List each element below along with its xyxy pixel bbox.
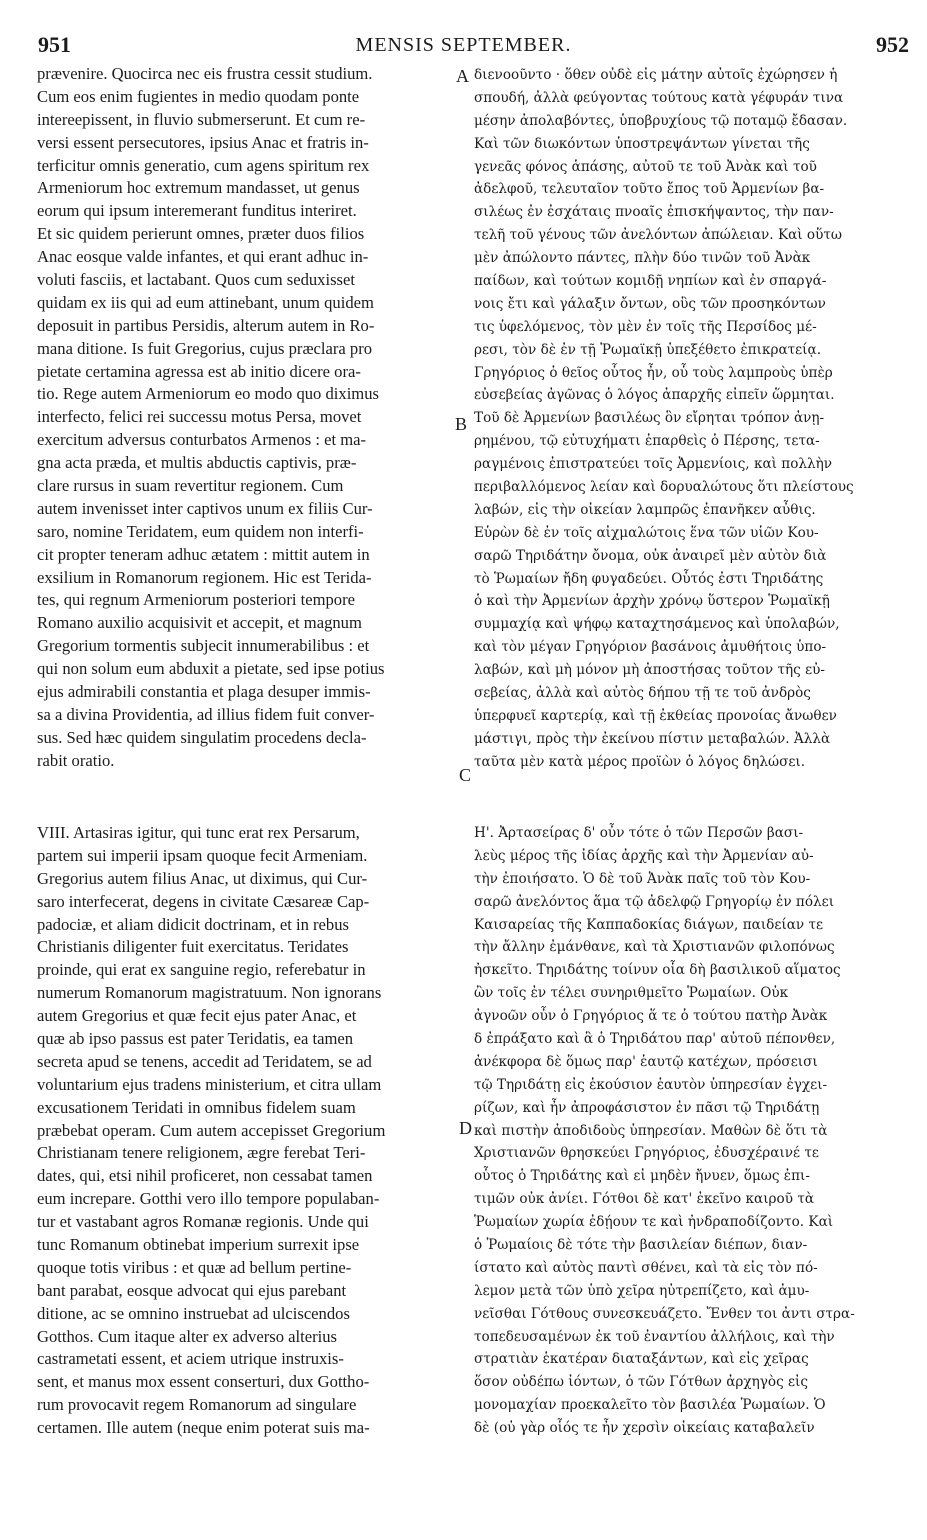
greek-text-line: τὴν ἄλλην ἐμάνθανε, καὶ τὰ Χριστιανῶν φιλοπόνως (474, 939, 835, 956)
latin-text-line: versi essent persecutores, ipsius Anac et fratris in- (37, 132, 369, 152)
greek-text-line: τὸ Ῥωμαίων ἤδη φυγαδεύει. Οὗτός ἐστι Τηριδάτης (474, 570, 824, 587)
greek-text-line: ὢν τοῖς ἐν τέλει συνηριθμεῖτο Ῥωμαίων. Οὐκ (474, 985, 789, 1002)
greek-text-line: λεὺς μέρος τῆς ἰδίας ἀρχῆς καὶ τὴν Ἀρμενίαν αὐ- (474, 847, 814, 864)
greek-text-line: εὐσεβείας ἀγῶνας ὁ λόγος ἀπαρχῆς εἰπεῖν ὥρμηται. (474, 387, 835, 404)
greek-text-line: σαρῶ ἀνελόντος ἅμα τῷ ἀδελφῷ Γρηγορίῳ ἐν πόλει (474, 893, 835, 910)
latin-text-line: Et sic quidem perierunt omnes, præter duos filios (37, 224, 365, 244)
latin-text-line: voluti fasciis, et lactabant. Quos cum seduxisset (37, 270, 355, 290)
greek-text-line: λαβών, εἰς τὴν οἰκείαν λαμπρῶς ἐπανῆκεν αὖθις. (474, 501, 816, 518)
latin-text-line: qui non solum eum abduxit a pietate, sed ipse potius (37, 659, 385, 679)
greek-text-line: σπουδή, ἀλλὰ φεύγοντας τούτους κατὰ γέφυράν τινα (474, 89, 844, 106)
page-number-right: 952 (876, 32, 909, 57)
latin-text-line: partem sui imperii ipsam quoque fecit Armeniam. (37, 845, 368, 865)
greek-text-line: Γρηγόριος ὁ θεῖος οὗτος ἦν, οὗ τοὺς λαμπροὺς ὑπὲρ (474, 364, 833, 381)
latin-text-line: Christianis diligenter fuit exercitatus. Teridates (37, 937, 349, 957)
greek-text-line: τελῆ τοῦ γένους τῶν ἀνελόντων ἀπώλειαν. Καὶ οὕτω (474, 227, 842, 244)
latin-text-line: eorum qui ipsum interemerant funditus interiret. (37, 201, 357, 221)
latin-text-line: tunc Romanum obtinebat imperium surrexit ipse (37, 1235, 360, 1255)
latin-text-line: ditione, ac se omnino instruebat ad ulciscendos (37, 1303, 350, 1323)
greek-text-line: ρεσι, τὸν δὲ ἐν τῇ Ῥωμαϊκῇ ὑπεξέθετο ἐπικρατείᾳ. (474, 341, 822, 358)
latin-text-line: rum provocavit regem Romanorum ad singulare (37, 1395, 357, 1415)
latin-text-line: Cum eos enim fugientes in medio quodam ponte (37, 86, 360, 106)
margin-marker-d: D (459, 1118, 472, 1138)
greek-text-line: ίστατο καὶ αὐτὸς παντὶ σθένει, καὶ τὰ εἰς τὸν πό- (474, 1259, 818, 1276)
latin-column-section-1 (37, 63, 457, 773)
latin-text-line: terficitur omnis generatio, cum agens spiritum rex (37, 155, 370, 175)
greek-text-line: ὁ καὶ τὴν Ἀρμενίων ἀρχὴν χρόνῳ ὕστερον Ῥωμαϊκῇ (474, 593, 830, 610)
latin-text-line: Gregorium tormentis subjecit innumerabilibus : et (37, 636, 370, 656)
greek-text-line: Τοῦ δὲ Ἀρμενίων βασιλέως ὃν εἴρηται τρόπον ἀνῃ- (474, 410, 825, 427)
latin-text-line: Anac eosque valde infantes, et qui erant adhuc in- (37, 247, 369, 267)
latin-text-line: voluntarium ejus tradens ministerium, et citra ullam (37, 1074, 382, 1094)
greek-text-line: σιλέως ἐν ἐσχάταις πνοαῖς ἐπισκήψαντος, τὴν παν- (474, 204, 834, 221)
greek-text-line: μάστιγι, πρὸς τὴν ἐκείνου πίστιν μεταβαλών. Ἀλλὰ (474, 730, 831, 747)
greek-text-line: μονομαχίαν προεκαλεῖτο τὸν βασιλέα Ῥωμαίων. Ὁ (474, 1397, 826, 1414)
greek-text-line: τοπεδευσαμένων ἐκ τοῦ ἐναντίου ἀλλήλοις, καὶ τὴν (474, 1328, 835, 1345)
greek-text-line: τῷ Τηριδάτῃ εἰς ἑκούσιον ἑαυτὸν ὑπηρεσίαν ἐγχει- (474, 1076, 828, 1093)
greek-text-line: ὁ Ῥωμαίοις δὲ τότε τὴν βασιλείαν διέπων, διαν- (474, 1237, 808, 1254)
greek-column-section-2 (474, 822, 920, 1440)
greek-text-line: Ῥωμαίων χωρία ἐδῄουν τε καὶ ἠνδραποδίζοντο. Καὶ (474, 1214, 834, 1231)
latin-text-line: interfecto, felici rei successu motus Persa, movet (37, 407, 362, 427)
latin-text-line: saro, nomine Teridatem, eum quidem non interfi- (37, 521, 364, 541)
greek-text-line: νοις ἔτι καὶ γάλαξιν ὄντων, οὓς τῶν προσηκόντων (474, 295, 826, 312)
greek-text-line: Εὑρὼν δὲ ἐν τοῖς αἰχμαλώτοις ἕνα τῶν υἱῶν Κου- (474, 524, 819, 541)
page-number-left: 951 (38, 32, 71, 57)
latin-text-line: excusationem Teridati in omnibus fidelem suam (37, 1097, 356, 1117)
greek-text-line: Καὶ τῶν διωκόντων ὑποστρεψάντων γίνεται τῆς (474, 135, 810, 152)
greek-text-line: νεῖσθαι Γότθους συνεσκευάζετο. Ἔνθεν τοι ἀντι στρα- (474, 1305, 855, 1322)
latin-text-line: quidam ex iis qui ad eum attinebant, unum quidem (37, 292, 374, 312)
latin-text-line: padociæ, et aliam didicit doctrinam, et in rebus (37, 914, 349, 934)
greek-text-line: σεβείας, ἀλλὰ καὶ αὐτὸς δήπου τῇ τε τοῦ ἀνδρὸς (474, 685, 811, 702)
greek-text-line: καὶ τὸν μέγαν Γρηγόριον βασάνοις ἀμυθήτοις ὑπο- (474, 639, 827, 656)
greek-text-line: ἀνέκφορα δὲ ὅμως παρ' ἑαυτῷ κατέχων, πρόσεισι (474, 1053, 818, 1070)
latin-text-line: deposuit in partibus Persidis, alterum autem in Ro- (37, 315, 375, 335)
greek-text-line: περιβαλλόμενος λείαν καὶ δορυαλώτους ὅτι πλείστους (474, 479, 854, 496)
latin-text-line: Gregorius autem filius Anac, ut diximus, qui Cur- (37, 868, 368, 888)
latin-text-line: quoque totis viribus : et quæ ad bellum pertine- (37, 1257, 352, 1277)
latin-text-line: sus. Sed hæc quidem singulatim procedens decla- (37, 727, 367, 747)
latin-text-line: gna acta præda, et multis abductis captivis, præ- (37, 453, 357, 473)
greek-text-line: δὲ (οὐ γὰρ οἷός τε ἦν χερσὶν οἰκείαις καταβαλεῖν (474, 1420, 815, 1437)
latin-text-line: certamen. Ille autem (neque enim poterat suis ma- (37, 1418, 370, 1438)
latin-text-line: castrametati essent, et aciem utrique instruxis- (37, 1349, 344, 1369)
greek-text-line: συμμαχίᾳ καὶ ψήφῳ καταχτησάμενος καὶ ὑπολαβών, (474, 616, 840, 633)
margin-marker-c: C (459, 765, 472, 785)
greek-text-line: ταῦτα μὲν κατὰ μέρος προϊὼν ὁ λόγος δηλώσει. (474, 753, 806, 770)
latin-text-line: secreta apud se tenens, accedit ad Teridatem, se ad (37, 1051, 372, 1071)
greek-text-line: ρίζων, καὶ ἦν ἀπροφάσιστον ἐν πᾶσι τῷ Τηριδάτῃ (474, 1099, 820, 1116)
latin-text-line: sent, et manus mox essent conserturi, dux Gottho- (37, 1372, 370, 1392)
latin-text-line: dates, qui, etsi nihil proficeret, non cessabat tamen (37, 1166, 373, 1186)
latin-text-line: cit propter teneram adhuc ætatem : mittit autem in (37, 544, 370, 564)
greek-text-line: σαρῶ Τηριδάτην ὄνομα, οὐκ ἀναιρεῖ μὲν αὐτὸν διὰ (474, 547, 827, 564)
latin-text-line: Armeniorum hoc extremum mandasset, ut genus (37, 178, 360, 198)
greek-column-section-1 (474, 64, 920, 774)
greek-text-line: ραγμένοις ἐπιστρατεύει τοῖς Ἀρμενίοις, καὶ πολλὴν (474, 456, 833, 473)
latin-text-line: tur et vastabant agros Romanæ regionis. Unde qui (37, 1212, 369, 1232)
margin-marker-a: A (456, 66, 469, 86)
greek-text-line: λεμον μετὰ τῶν ὑπὸ χεῖρα ηὐτρεπίζετο, καὶ ἀμυ- (474, 1282, 810, 1299)
latin-text-line: exercitum adversus conturbatos Armenos : et ma- (37, 430, 367, 450)
latin-text-line: intereepissent, in fluvio submerserunt. Et cum re- (37, 109, 366, 129)
latin-text-line: ejus admirabili constantia et plaga desuper immis- (37, 682, 371, 702)
greek-text-line: γενεᾶς φόνος ἁπάσης, αὐτοῦ τε τοῦ Ἀνὰκ καὶ τοῦ (474, 158, 817, 175)
greek-text-line: καὶ πιστὴν ἀποδιδοὺς ὑπηρεσίαν. Μαθὼν δὲ ὅτι τὰ (474, 1122, 828, 1139)
latin-text-line: Romano auxilio acquisivit et accepit, et magnum (37, 613, 362, 633)
greek-text-line: ὑπερφυεῖ καρτερίᾳ, καὶ τῇ ἐκθείας προνοίας ἄνωθεν (474, 707, 837, 724)
latin-text-line: autem Gregorius et quæ fecit ejus pater Anac, et (37, 1006, 357, 1026)
latin-text-line: eum increpare. Gotthi vero illo tempore populaban- (37, 1189, 380, 1209)
latin-text-line: Christianam tenere religionem, ægre ferebat Teri- (37, 1143, 366, 1163)
greek-text-line: διενοοῦντο · ὅθεν οὐδὲ εἰς μάτην αὐτοῖς ἐχώρησεν ἡ (474, 67, 838, 83)
latin-text-line: VIII. Artasiras igitur, qui tunc erat rex Persarum, (37, 823, 360, 842)
greek-text-line: δ ἐπράξατο καὶ ἃ ὁ Τηριδάτου παρ' αὐτοῦ πέπονθεν, (474, 1031, 836, 1048)
latin-text-line: Gotthos. Cum itaque alter ex adverso alterius (37, 1326, 337, 1346)
greek-text-line: μέσην ἀπολαβόντες, ὑποβρυχίους τῷ ποταμῷ ἔδασαν. (474, 112, 848, 129)
greek-text-line: τις ὑφελόμενος, τὸν μὲν ἐν τοῖς τῆς Περσίδος μέ- (474, 318, 817, 335)
running-title: MENSIS SEPTEMBER. (355, 34, 572, 56)
latin-text-line: autem invenisset inter captivos unum ex filiis Cur- (37, 498, 373, 518)
latin-text-line: sa a divina Providentia, ad illius fidem fuit conver- (37, 704, 375, 724)
running-header (0, 20, 927, 60)
latin-column-section-2 (37, 822, 457, 1440)
greek-text-line: ἀδελφοῦ, τελευταῖον τοῦτο ἔπος τοῦ Ἀρμενίων βα- (474, 181, 825, 198)
greek-text-line: ἀγνοῶν οὖν ὁ Γρηγόριος ἅ τε ὁ τούτου πατὴρ Ἀνὰκ (474, 1008, 828, 1025)
greek-text-line: ἠσκεῖτο. Τηριδάτης τοίνυν οἷα δὴ βασιλικοῦ αἵματος (474, 962, 841, 979)
greek-text-line: στρατιὰν ἑκατέραν διαταξάντων, καὶ εἰς χεῖρας (474, 1351, 809, 1368)
latin-text-line: numerum Romanorum magistratuum. Non ignorans (37, 983, 382, 1003)
greek-text-line: ὅσον οὐδέπω ἰόντων, ὁ τῶν Γότθων ἀρχηγὸς εἰς (474, 1374, 809, 1391)
greek-text-line: Καισαρείας τῆς Καππαδοκίας διάγων, παιδείαν τε (474, 916, 824, 933)
latin-text-line: quæ ab ipso passus est pater Teridatis, ea tamen (37, 1029, 354, 1049)
greek-text-line: Η'. Ἀρτασείρας δ' οὖν τότε ὁ τῶν Περσῶν βασι- (474, 825, 804, 841)
latin-text-line: tes, qui regnum Armeniorum posteriori tempore (37, 590, 355, 610)
latin-text-line: tio. Rege autem Armeniorum eo modo quo diximus (37, 384, 379, 404)
latin-text-line: rabit oratio. (37, 750, 115, 770)
latin-text-line: bant parabat, eosque advocat qui ejus parebant (37, 1280, 347, 1300)
latin-text-line: saro interfecerat, degens in civitate Cæsareæ Cap- (37, 891, 370, 911)
greek-text-line: οὗτος ὁ Τηριδάτης καὶ εἰ μηδὲν ἤνυεν, ὅμως ἐπι- (474, 1168, 810, 1185)
greek-text-line: τιμῶν οὐκ ἀνίει. Γότθοι δὲ κατ' ἐκεῖνο καιροῦ τὰ (474, 1191, 815, 1208)
greek-text-line: τὴν ἐποιήσατο. Ὁ δὲ τοῦ Ἀνὰκ παῖς τοῦ τὸν Κου- (474, 870, 811, 887)
latin-text-line: clare rursus in suam revertitur regionem. Cum (37, 476, 344, 496)
greek-text-line: παίδων, καὶ τούτων κομιδῇ νηπίων καὶ ἐν σπαργά- (474, 273, 827, 290)
greek-text-line: Χριστιανῶν θρησκεύει Γρηγόριος, ἐδυσχέραινέ τε (474, 1145, 819, 1162)
greek-text-line: ρημένου, τῷ εὐτυχήματι ἐπαρθεὶς ὁ Πέρσης, τετα- (474, 433, 820, 450)
margin-marker-b: B (455, 414, 468, 434)
greek-text-line: λαβών, καὶ μὴ μόνον μὴ ἀποστήσας τοῦτον τῆς εὐ- (474, 662, 826, 679)
latin-text-line: prævenire. Quocirca nec eis frustra cessit studium. (37, 64, 373, 83)
latin-text-line: proinde, qui erat ex sanguine regio, referebatur in (37, 960, 366, 980)
latin-text-line: pietate certamina agressa est ab initio dicere ora- (37, 361, 361, 381)
latin-text-line: mana ditione. Is fuit Gregorius, cujus præclara pro (37, 338, 373, 358)
latin-text-line: exsilium in Romanorum regionem. Hic est Terida- (37, 567, 372, 587)
greek-text-line: μὲν ἀπώλοντο πάντες, πλὴν δύο τινῶν τοῦ Ἀνὰκ (474, 250, 811, 267)
latin-text-line: præbebat operam. Cum autem accepisset Gregorium (37, 1120, 386, 1140)
